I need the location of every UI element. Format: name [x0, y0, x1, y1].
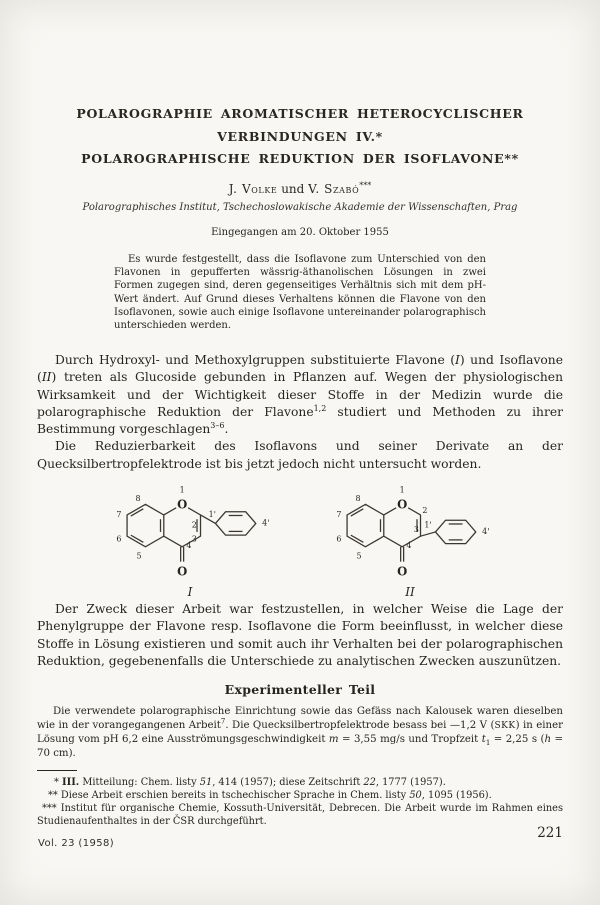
- structure-figures: [37, 481, 563, 599]
- author-footnote-marks: ***: [359, 181, 372, 190]
- svg-text:2: 2: [191, 520, 197, 530]
- compound-ref-II: II: [41, 370, 52, 385]
- keto-oxygen-label: O: [177, 564, 188, 579]
- svg-text:1: 1: [179, 485, 185, 495]
- svg-text:8: 8: [135, 494, 141, 504]
- footnote-2-mark: **: [48, 789, 58, 801]
- footnote-1-mark: *: [54, 776, 59, 788]
- svg-text:1': 1': [424, 520, 432, 530]
- paragraph-reducibility: Die Reduzierbarkeit des Isoflavons und seiner Derivate an der Quecksilbertropfelektrode ist bis jetzt jedoch nicht untersucht worden.: [37, 439, 563, 471]
- svg-text:4: 4: [186, 540, 192, 550]
- figure-caption-I: I: [187, 585, 193, 600]
- svg-text:8: 8: [355, 494, 361, 504]
- volume-footer: Vol. 23 (1958): [38, 838, 115, 849]
- footnote-rule: [37, 770, 77, 771]
- svg-text:1: 1: [399, 485, 405, 495]
- article-title-line-2: VERBINDUNGEN IV.*: [217, 128, 383, 144]
- svg-text:5: 5: [356, 551, 362, 561]
- page-number: 221: [537, 825, 563, 841]
- compound-ref-I: I: [455, 353, 460, 367]
- article-title-line-1: POLAROGRAPHIE AROMATISCHER HETEROCYCLISCHER: [76, 106, 524, 121]
- article-title-block: [0, 103, 600, 171]
- svg-text:7: 7: [336, 510, 342, 520]
- authors-line: [0, 181, 600, 196]
- flavone-structure: [97, 481, 283, 585]
- ring-oxygen-label: O: [177, 497, 188, 512]
- figure-caption-II: II: [405, 585, 415, 600]
- svg-text:1': 1': [208, 510, 216, 520]
- abstract: Es wurde festgestellt, dass die Isoflavone zum Unterschied von den Flavonen in gepufferten wässrig-äthanolischen Lösungen in zwei Formen zugegen sind, deren gegenseitiges Verhältnis sich mit dem pH-Wert ändert. Auf Grund dieses Verhaltens können die Flavone von den Isoflavonen, sowie auch einige Isoflavone untereinander polarographisch unterschieden werden.: [114, 254, 486, 332]
- electrode-abbr: SKK: [494, 720, 516, 731]
- figure-isoflavone: [317, 481, 503, 599]
- article-subtitle: POLAROGRAPHISCHE REDUKTION DER ISOFLAVONE**: [81, 151, 519, 166]
- footnote-3-mark: ***: [42, 802, 57, 814]
- citation-7: 7: [220, 717, 226, 726]
- svg-text:4: 4: [406, 540, 412, 550]
- section-heading-experimental: Experimenteller Teil: [224, 682, 376, 698]
- svg-text:6: 6: [116, 534, 122, 544]
- paragraph-intro: Durch Hydroxyl- und Methoxylgruppen substituierte Flavone (I) und Isoflavone (II) treten als Glucoside gebunden in Pflanzen auf. Wegen der physiologischen Wirksamkeit und der Wichtigkeit dieser Stoffe in der Medizin wurde die polarographische Reduktion der Flavone$^{1,2}$ studiert und Methoden zu ihrer Bestimmung vorgeschlagen$^{3-6}$.: [37, 353, 563, 437]
- footnote-3: *** Institut für organische Chemie, Kossuth-Universität, Debrecen. Die Arbeit wurde im Rahmen eines Studienaufenthaltes in der ČSR durchgeführt.: [37, 802, 563, 827]
- footnote-2: ** Diese Arbeit erschien bereits in tschechischer Sprache in Chem. listy 50, 1095 (1956).: [48, 789, 492, 801]
- svg-text:4': 4': [482, 527, 490, 537]
- article-body: [37, 352, 563, 828]
- received-date: Eingegangen am 20. Oktober 1955: [211, 227, 389, 238]
- svg-text:3: 3: [413, 525, 419, 535]
- ring-oxygen-label: O: [397, 497, 408, 512]
- paragraph-purpose: Der Zweck dieser Arbeit war festzustellen, in welcher Weise die Lage der Phenylgruppe der Flavone resp. Isoflavone die Form beeinflusst, in welcher diese Stoffe in Lösung existieren und somit auch ihr Verhalten bei der polarographischen Reduktion, gegebenenfalls die Unterschiede zu analytischen Zwecken auszunützen.: [37, 602, 563, 668]
- svg-text:5: 5: [136, 551, 142, 561]
- figure-flavone: [97, 481, 283, 599]
- svg-text:4': 4': [262, 518, 270, 528]
- svg-text:2: 2: [422, 505, 428, 515]
- isoflavone-structure: [317, 481, 503, 585]
- svg-text:7: 7: [116, 510, 122, 520]
- author-1: J. Volke: [228, 182, 278, 196]
- footnote-1: * III. Mitteilung: Chem. listy 51, 414 (1957); diese Zeitschrift 22, 1777 (1957).: [54, 776, 446, 788]
- svg-text:3: 3: [191, 534, 197, 544]
- citation-3-6: 3–6: [210, 421, 225, 431]
- svg-text:6: 6: [336, 534, 342, 544]
- author-2: V. Szabó: [308, 182, 360, 196]
- affiliation: Polarographisches Institut, Tschechoslowakische Akademie der Wissenschaften, Prag: [82, 202, 518, 213]
- author-separator: und: [277, 182, 309, 196]
- keto-oxygen-label: O: [397, 564, 408, 579]
- paragraph-experimental: Die verwendete polarographische Einrichtung sowie das Gefäss nach Kalousek waren dieselben wie in der vorangegangenen Arbeit$^7$. Die Quecksilbertropfelektrode besass bei —1,2 V (SKK) in einer Lösung vom pH 6,2 eine Ausströmungsgeschwindigkeit m = 3,55 mg/s und Tropfzeit $t_1 = 2,25$ s (h = 70 cm).: [37, 706, 564, 760]
- citation-1-2: 1,2: [313, 403, 327, 413]
